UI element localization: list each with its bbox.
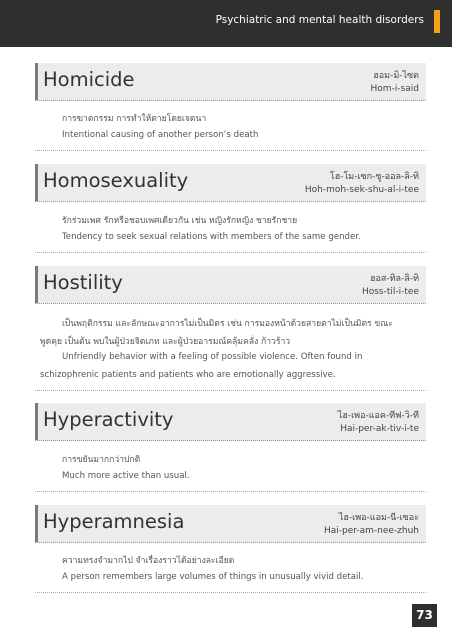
header-bar [0, 0, 452, 47]
english-definition: Much more active than usual. [62, 471, 190, 481]
english-pronunciation: Hoss-til-i-tee [361, 287, 419, 297]
term-hostility: Hostility [43, 271, 123, 294]
thai-pronunciation: ฮอส-ทิล-ลิ-ทิ [369, 274, 419, 284]
thai-definition: การขยันมากกว่าปกติ [62, 455, 141, 465]
term-bar [35, 164, 38, 201]
divider [35, 592, 426, 593]
english-definition: A person remembers large volumes of things in unusually vivid detail. [62, 572, 364, 582]
thai-pronunciation: โฮ-โม-เซก-ชู-ออล-ลิ-ทิ [329, 172, 419, 182]
term-bar [35, 505, 38, 542]
thai-pronunciation: ไฮ-เพอ-แอค-ทีฟ-วิ-ที [337, 411, 419, 421]
english-definition-line-2: schizophrenic patients and patients who are emotionally aggressive. [40, 370, 336, 380]
english-pronunciation: Hom-i-said [370, 84, 419, 94]
page-number: 73 [412, 604, 437, 627]
term-bar [35, 403, 38, 440]
thai-pronunciation: ไฮ-เพอ-แอม-นี-เซอะ [338, 513, 419, 523]
thai-definition-line-2: พูดคุย เป็นต้น พบในผู้ป่วยจิตเภท และผู้ป่วยอารมณ์คลุ้มคลั่ง ก้าวร้าว [40, 337, 291, 347]
term-box-homicide [35, 63, 426, 101]
thai-definition: การฆาตกรรม การทำให้ตายโดยเจตนา [62, 114, 207, 124]
english-pronunciation: Hoh-moh-sek-shu-al-i-tee [304, 185, 419, 195]
divider [35, 491, 426, 492]
accent-marker [434, 10, 440, 33]
term-hyperactivity: Hyperactivity [43, 408, 174, 431]
term-bar [35, 63, 38, 100]
term-homicide: Homicide [43, 68, 135, 91]
divider [35, 150, 426, 151]
english-pronunciation: Hai-per-am-nee-zhuh [323, 526, 419, 536]
divider [35, 252, 426, 253]
divider [35, 390, 426, 391]
section-title: Psychiatric and mental health disorders [215, 14, 424, 26]
thai-definition: ความทรงจำมากไป จำเรื่องราวได้อย่างละเอียด [62, 556, 235, 566]
english-pronunciation: Hai-per-ak-tiv-i-te [340, 424, 419, 434]
thai-definition: รักร่วมเพศ รักหรือชอบเพศเดียวกัน เช่น หญิงรักหญิง ชายรักชาย [62, 216, 298, 226]
thai-definition-line-1: เป็นพฤติกรรม และลักษณะอาการไม่เป็นมิตร เช่น การมองหน้าด้วยสายตาไม่เป็นมิตร ขณะ [62, 319, 393, 329]
english-definition: Intentional causing of another person’s death [62, 130, 259, 140]
english-definition: Tendency to seek sexual relations with members of the same gender. [62, 232, 361, 242]
term-bar [35, 266, 38, 303]
thai-pronunciation: ฮอม-มิ-ไซด [373, 71, 419, 81]
term-box-hyperamnesia [35, 505, 426, 543]
term-box-homosexuality [35, 164, 426, 202]
term-homosexuality: Homosexuality [43, 169, 189, 192]
term-box-hyperactivity [35, 403, 426, 441]
english-definition-line-1: Unfriendly behavior with a feeling of possible violence. Often found in [62, 352, 363, 362]
term-box-hostility [35, 266, 426, 304]
term-hyperamnesia: Hyperamnesia [43, 510, 185, 533]
